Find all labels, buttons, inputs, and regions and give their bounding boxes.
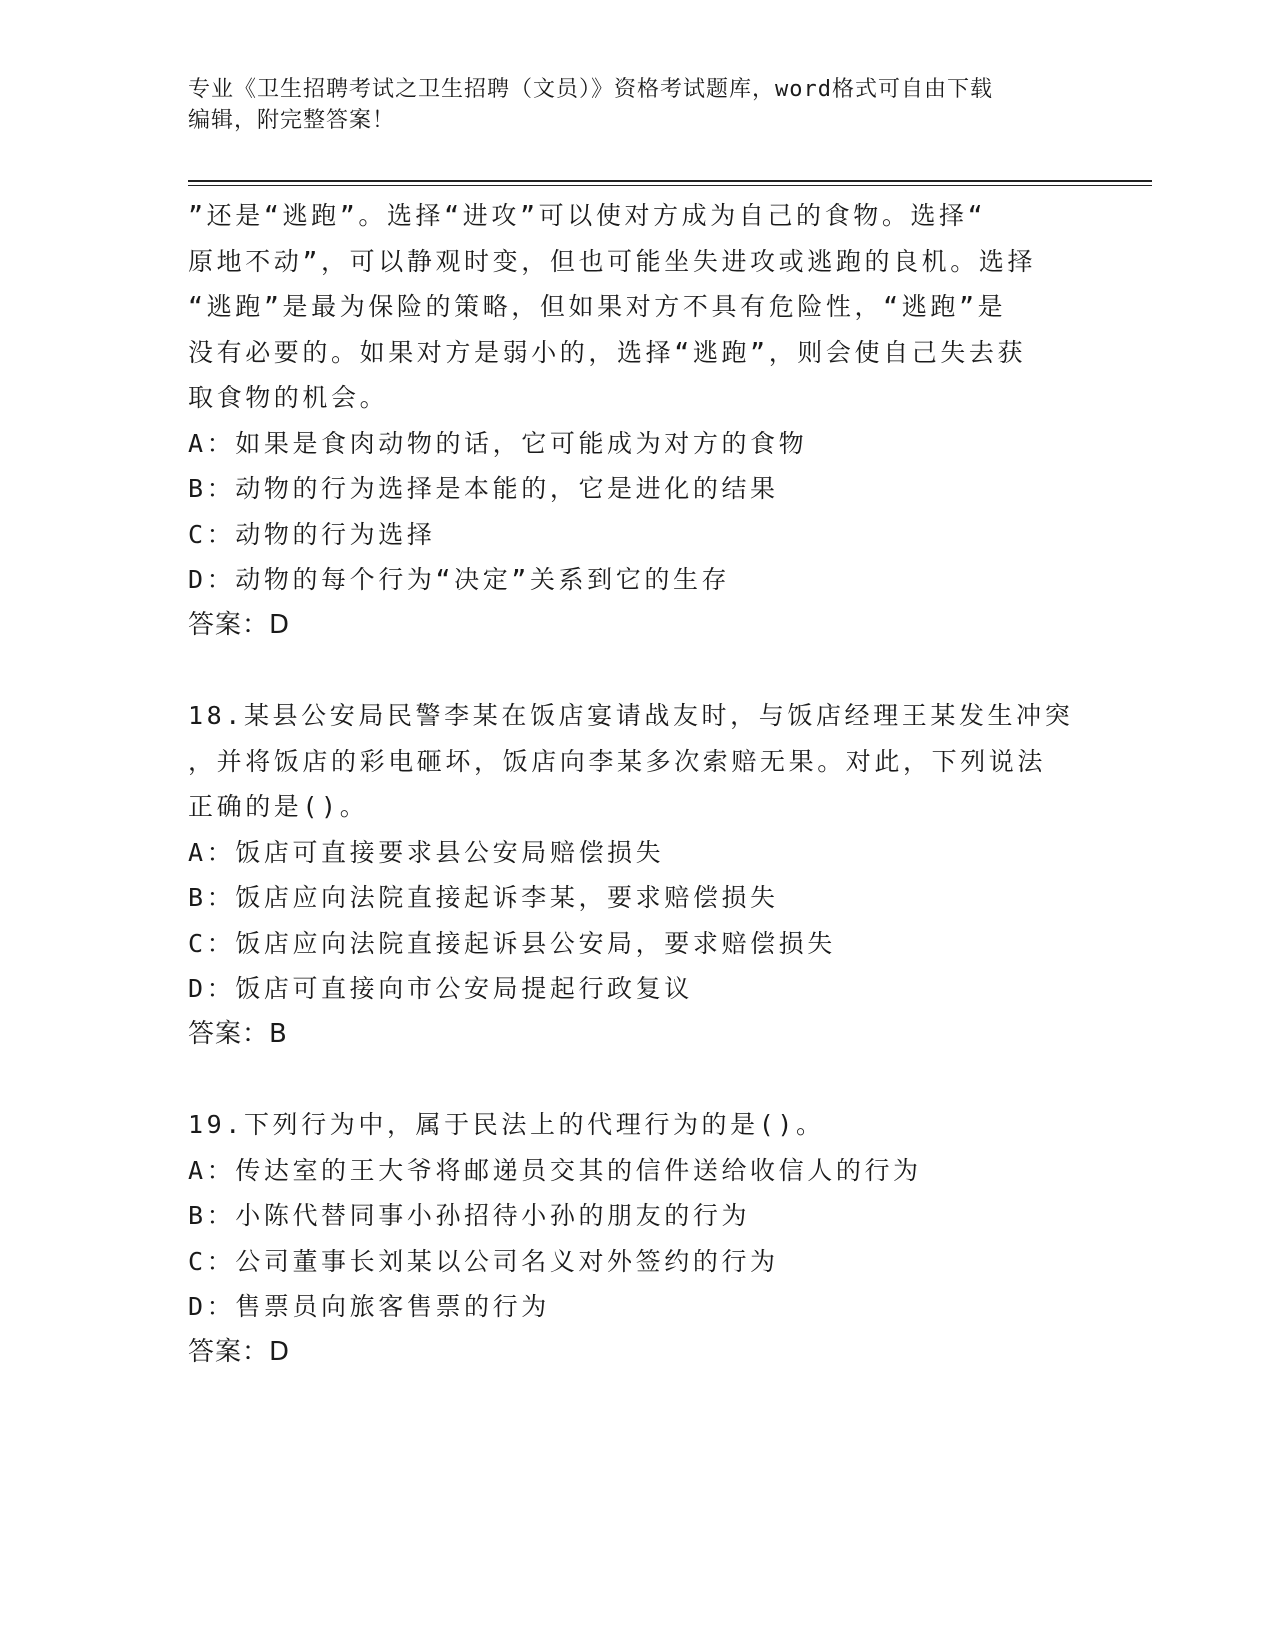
option-c: C：公司董事长刘某以公司名义对外签约的行为 bbox=[188, 1246, 779, 1276]
header-rule-thin bbox=[188, 185, 1152, 186]
option-a: A：传达室的王大爷将邮递员交其的信件送给收信人的行为 bbox=[188, 1155, 922, 1185]
option-b: B：小陈代替同事小孙招待小孙的朋友的行为 bbox=[188, 1201, 751, 1230]
question-stem-line: 没有必要的。如果对方是弱小的，选择“逃跑”，则会使自己失去获 bbox=[188, 337, 1027, 367]
question-18 bbox=[188, 693, 1088, 1057]
option-a: A：如果是食肉动物的话，它可能成为对方的食物 bbox=[188, 428, 808, 458]
question-stem-line: ，并将饭店的彩电砸坏，饭店向李某多次索赔无果。对此，下列说法 bbox=[188, 746, 1047, 776]
option-c: C：饭店应向法院直接起诉县公安局，要求赔偿损失 bbox=[188, 928, 836, 958]
question-stem-line: 19.下列行为中，属于民法上的代理行为的是()。 bbox=[188, 1110, 825, 1139]
option-b: B：饭店应向法院直接起诉李某，要求赔偿损失 bbox=[188, 883, 779, 912]
answer-line: 答案：D bbox=[188, 609, 291, 640]
question-stem-line: ”还是“逃跑”。选择“进攻”可以使对方成为自己的食物。选择“ bbox=[188, 201, 987, 230]
answer-line: 答案：D bbox=[188, 1336, 291, 1367]
question-stem-line: “逃跑”是最为保险的策略，但如果对方不具有危险性，“逃跑”是 bbox=[188, 292, 1007, 321]
option-c: C：动物的行为选择 bbox=[188, 519, 436, 549]
question-stem-line: 取食物的机会。 bbox=[188, 383, 389, 412]
answer-line: 答案：B bbox=[188, 1018, 288, 1049]
question-stem-line: 18.某县公安局民警李某在饭店宴请战友时，与饭店经理王某发生冲突 bbox=[188, 701, 1074, 730]
header-line-1: 专业《卫生招聘考试之卫生招聘（文员）》资格考试题库，word格式可自由下载 bbox=[188, 77, 993, 102]
question-gap bbox=[188, 1057, 1088, 1102]
question-stem-line: 原地不动”，可以静观时变，但也可能坐失进攻或逃跑的良机。选择 bbox=[188, 246, 1037, 276]
question-19 bbox=[188, 1102, 1088, 1375]
option-b: B：动物的行为选择是本能的，它是进化的结果 bbox=[188, 474, 779, 503]
option-d: D：售票员向旅客售票的行为 bbox=[188, 1292, 550, 1321]
header-rule-thick bbox=[188, 180, 1152, 182]
option-d: D：饭店可直接向市公安局提起行政复议 bbox=[188, 974, 693, 1003]
document-header bbox=[188, 74, 1088, 136]
option-d: D：动物的每个行为“决定”关系到它的生存 bbox=[188, 565, 731, 594]
question-stem-line: 正确的是()。 bbox=[188, 792, 369, 821]
header-line-2: 编辑，附完整答案！ bbox=[188, 108, 396, 133]
document-body bbox=[188, 193, 1088, 1375]
question-gap bbox=[188, 648, 1088, 693]
question-17 bbox=[188, 193, 1088, 648]
option-a: A：饭店可直接要求县公安局赔偿损失 bbox=[188, 837, 665, 867]
